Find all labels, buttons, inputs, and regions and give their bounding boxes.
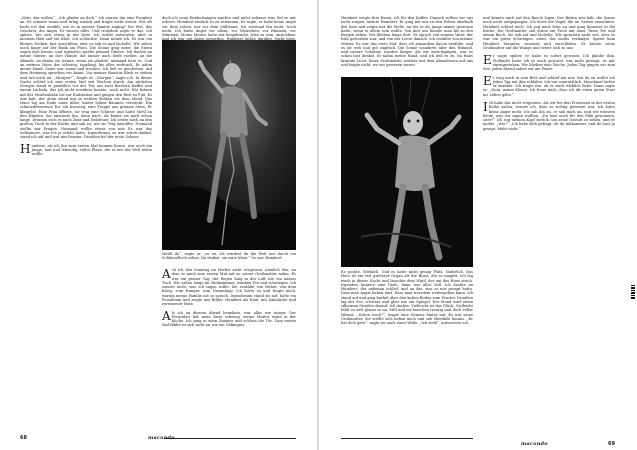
end-of-article-mark: [631, 285, 635, 307]
dropcap: A: [162, 309, 171, 323]
left-col2-caption: Weißt du“, sagte er, „es ist, als würdest du die Welt nur durch ein Schlüsselloch sehen. Du denkst, sie wäre klein.“ So war Humbert.: [162, 252, 296, 261]
right-col2-drop-paragraph-1: Er sagte später, er habe es sofort gewusst. Ich glaube ihm. Vielleicht hatte ich es auch gewusst, nur nicht gewagt, es mir einzugestehen. Wir blieben eine Woche. Jeden Tag gingen wir zum See, jeden Abend saßen wir am Feuer.: [483, 52, 615, 71]
photo-marionette-illustration: [341, 77, 473, 267]
left-column-2-bottom: [162, 268, 296, 410]
left-col2-drop-paragraph-2: Als ich an diesem Abend heimkam, war alles wie immer. Der Fernseher lief, mein Vater schwieg, meine Mutter stand in der Küche. Ich ging in mein Zimmer und schloss die Tür. Zum ersten Mal fühlte es sich nicht an wie ein Gefängnis.: [162, 309, 296, 328]
right-col1-bottom-text: Es pochte. Wirklich. Und es hatte nicht genug Platz. Natürlich. Das Herz ist ein viel größeres Organ als die Brust, die es umgibt. Ich lag wach in dieser Nacht und lauschte dem Wind, der um das Haus strich. Irgendwo knarrte eine Diele, dann war alles still. Ich dachte an Humbert, der nebenan schlief, und an das, was er mir gesagt hatte. Dass man Angst haben darf. Dass man trotzdem weitergehen kann. Ich stand auf und ging barfuß über den kalten Boden zum Fenster. Draußen lag der See, schwarz und glatt wie ein Spiegel. Der Mond warf einen silbernen Streifen darauf. Ich dachte: Vielleicht ist das Glück. Vielleicht fühlt es sich genau so an. Still und ein bisschen traurig und doch voller Wärme. „Schon wach?“, fragte eine Stimme hinter mir. Es war seine Großmutter. Sie stellte sich neben mich und sah ebenfalls hinaus. „Er hat dich gern“, sagte sie nach einer Weile. „Ich weiß“, antwortete ich.: [341, 270, 473, 325]
right-col2-drop-paragraph-2: Er trug mich in sein Bett und schlief mit mir. Von da an wollte ich jeden Tag mit ihm schlafen. Ich war unersättlich. Manchmal lachte er darüber. Ich fragte ihn, ob er mich wirklich liebe. Dann sagte er: „Nein, meine Kleine. Ich freue mich, dass ich dir einen guten Start ins Leben gebe.“: [483, 74, 615, 97]
left-col2-top-text: doch ich neue Entdeckungen machte und nicht zuhause war, fiel es mir schwer, Humbert einfach so zu vertrauen. Er sagte, er habe keine Angst vor dem Leben, nur vor dem Stillstand. Ich verstand ihn nicht. Noch nicht. Ich hatte Angst vor allem, vor Menschen, vor Räumen, vor Stimmen. Meine Mutter hatte mir beigebracht, leise zu sein, unsichtbar,: [162, 16, 296, 37]
photo-marionette: [341, 77, 473, 267]
right-column-1-bottom: [341, 270, 473, 410]
right-col2-drop-paragraph-3: Ich habe das nicht vergessen. Als wir bei den Prozessen in der ersten Reihe saßen, wusste ich, dass es richtig gewesen war. Ich hatte keine Angst mehr. Ich sah ihn an, er sah mich an, und wir wussten beide, was wir sagen wollten. „Du hast mich für den Film gewonnen, oder?“ Ich zog meinen Kopf zurück, um seine Gestalt zu sehen, und er nickte. „Wie?“ „Ich habe dich gefragt, ob du mitkommst, und du hast Ja gesagt. Mehr nicht.“: [483, 99, 615, 131]
right-column-1-top: [341, 16, 473, 74]
left-col2-drop-paragraph-1: Ach ich den Sonntag im Herbst nicht vergessen, nämlich den, an dem er mich zum ersten Mal mit zu seiner Großmutter nahm. Es war ein grauer Tag, der Regen hing in der Luft wie ein nasses Tuch. Wir saßen lange im Wohnzimmer, tranken Tee und schwiegen. Ich wusste nicht, was ich sagen sollte. Sie erzählte von früher, von dem Krieg, vom Hunger, vom Neuanfang. Ich hörte zu und fragte mich, warum meine Familie nie so sprach. Irgendwann stand sie auf, holte ein Fotoalbum und zeigte mir Bilder. Humbert als Kind, mit Zahnlücke und zerrissener Hose.: [162, 266, 296, 306]
right-column-2: [483, 16, 615, 410]
footer-rule: [164, 438, 296, 439]
left-page: [0, 0, 318, 450]
magazine-brand: macondo: [148, 435, 175, 441]
right-col1-text: Humbert sorgte fürs Essen, ich für den Kaffee. Danach sollten wir uns nicht sorgen, meinte Humbert. Er ging mit mir zu den Felsen oberhalb des Sees und zeigte mir die Stelle, an der er als Junge immer gesessen hatte, wenn er allein sein wollte. Von dort aus konnte man bis zu den Bergen sehen. Wir blieben lange dort. Er sprach von seinem Vater, der früh gestorben war, und von der Leere danach. Ich erzählte von meiner Mutter. Es war das erste Mal, dass ich jemandem davon erzählte, und es tat weh und gut zugleich. Die Sonne wanderte über den Himmel, und unsere Schatten wurden länger. Als wir zurückgingen, war es schon fast dunkel. Er nahm meine Hand, und ich ließ es zu. Im Haus brannte Licht. Seine Großmutter wartete mit dem Abendessen auf uns und fragte nicht, wo wir gewesen waren.: [341, 16, 473, 67]
left-column-2-top: [162, 16, 296, 37]
page-number: 68: [20, 435, 27, 441]
photo-climber-portrait: [162, 40, 296, 250]
page-number: 69: [608, 441, 615, 447]
dropcap: A: [162, 266, 171, 281]
left-column-1: [20, 16, 152, 409]
left-col1-drop-paragraph: Humbert, als ich ihn zum ersten Mal kennen lernte, war noch ein Junge, laut und lebendig, voller Pläne, die er mit der Welt teilen wollte.: [20, 142, 152, 156]
dropcap: I: [483, 99, 488, 114]
left-col1-text: „Nein, das wollen“. „Ich glaube an dich.“ Ich starrte ihn eine Ewigkeit an. Er schaute warm und ruhig zurück und fragte nicht weiter. Wie oft hatte ich ihm erzählt, wie es in meiner Familie zuging? Die Wut, das Geschrei, die Angst. Er wusste alles. Und trotzdem sagte er das. Ich spürte, wie sich etwas in mir löste. Ich wollte antworten, aber in meinem Hals saß ein Kloß. Ich schluckte. Dann nickte ich. Es war ein kleines Nicken, fast unsichtbar, aber er sah es und lächelte. Wir saßen noch lange auf der Bank am Fluss. Die Sonne ging unter, die Enten zogen ihre Kreise, und irgendwo spielte jemand Gitarre. Ich dachte an meine Mutter, an ihre Hände, die immer nach Seife rochen, an die Abende, an denen sie weinte, wenn sie glaubte, niemand höre es. Und an meinen Vater, der schwieg, tagelang, bis alles zerbrach. Er nahm meine Hand. Seine war warm und trocken. Ich ließ es geschehen. Auf dem Heimweg sprachen wir kaum. Vor meiner Haustür blieb er stehen und sah mich an. „Morgen?“, fragte er. „Morgen“, sagte ich. In dieser Nacht schlief ich zum ersten Mal seit Wochen durch. Am nächsten Morgen stand er pünktlich vor der Tür, mit zwei Bechern Kaffee und einem Lächeln, das ich nicht erwidern konnte, noch nicht. Wir fuhren mit der Straßenbahn bis zur Endstation und gingen den Rest zu Fuß. Es war kalt, der Atem stand uns in weißen Wolken vor dem Mund. Das Haus lag am Ende einer Allee, hinter hohen Bäumen versteckt. Ein schmiedeeisernes Tor, ein Kiesweg, eine Treppe aus grauem Stein. Er klingelte. Eine Frau öffnete, sie trug eine Schürze und hatte Mehl an den Händen. Sie umarmte ihn, dann mich, als kenne sie mich schon lange. Drinnen roch es nach Zimt und Holzfeuer. Ich setzte mich an den großen Tisch in der Küche und sah zu, wie sie Teig ausrollte. Niemand stellte mir Fragen. Niemand wollte etwas von mir. Es war das Seltsamste, was ich je erlebt hatte. Irgendwann, es war schon dunkel, stand ich auf und trat ans Fenster. Draußen fiel der erste Schnee.: [20, 16, 152, 139]
dropcap: E: [483, 74, 492, 88]
right-page: [319, 0, 637, 450]
footer-rule: [341, 438, 473, 439]
dropcap: H: [20, 142, 31, 156]
magazine-brand: macondo: [521, 441, 548, 447]
left-column-2-caption: [162, 252, 296, 265]
dropcap: E: [483, 52, 492, 67]
photo-climber-illustration: [162, 40, 296, 250]
right-col2-text: und könnte mich auf den Bauch legen. Der Boden war kalt, die Sonne noch nicht aufgegangen. Ich hörte die Vögel, die im Garten erwachten. Humbert schlief noch. Ich zog mich leise an und ging hinunter in die Küche. Die Großmutter saß schon am Tisch mit einer Tasse Tee und einem Buch. Sie sah auf und lächelte. Wir sprachen nicht viel, aber es war ein gutes Schweigen, eines, das nichts verlangte. Später kam Humbert herunter, zerzaust und verschlafen. Er küsste seine Großmutter auf die Wange und setzte sich zu uns.: [483, 16, 615, 50]
